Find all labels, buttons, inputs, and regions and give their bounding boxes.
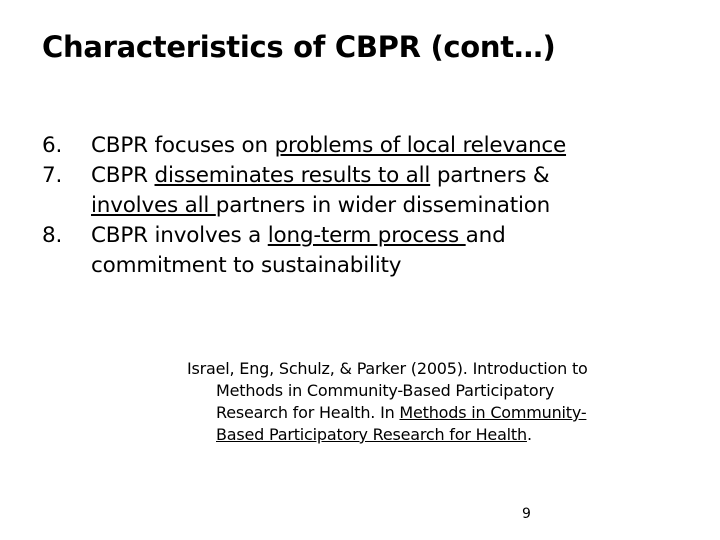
item-text: partners in wider dissemination: [215, 193, 551, 218]
citation-book-title: Methods in Community-: [399, 403, 587, 422]
citation-line: Israel, Eng, Schulz, & Parker (2005). Introduction to: [187, 359, 588, 378]
citation-text: .: [526, 425, 532, 444]
item-text: CBPR: [91, 163, 155, 188]
item-underlined-text: problems of local relevance: [274, 133, 567, 158]
item-underlined-text: involves all: [91, 193, 216, 218]
slide-title: Characteristics of CBPR (cont…): [42, 30, 556, 64]
page-number: 9: [522, 506, 531, 522]
item-text: CBPR involves a: [91, 223, 268, 248]
item-number: 7.: [42, 163, 63, 188]
citation: [187, 358, 657, 446]
item-text: partners &: [430, 163, 550, 188]
item-number: 8.: [42, 223, 63, 248]
item-text: CBPR focuses on: [91, 133, 275, 158]
citation-line: [187, 402, 657, 424]
item-underlined-text: long-term process: [267, 223, 466, 248]
characteristics-list: [42, 131, 702, 281]
item-underlined-text: disseminates results to all: [154, 163, 431, 188]
item-text: and: [465, 223, 506, 248]
list-item: [42, 161, 702, 221]
list-item: [42, 221, 702, 281]
citation-text: Research for Health. In: [216, 403, 400, 422]
citation-line: Methods in Community-Based Participatory: [216, 381, 555, 400]
item-number: 6.: [42, 133, 63, 158]
list-item: [42, 131, 702, 161]
item-text: commitment to sustainability: [91, 253, 402, 278]
citation-line: [187, 424, 657, 446]
citation-book-title: Based Participatory Research for Health: [216, 425, 527, 444]
